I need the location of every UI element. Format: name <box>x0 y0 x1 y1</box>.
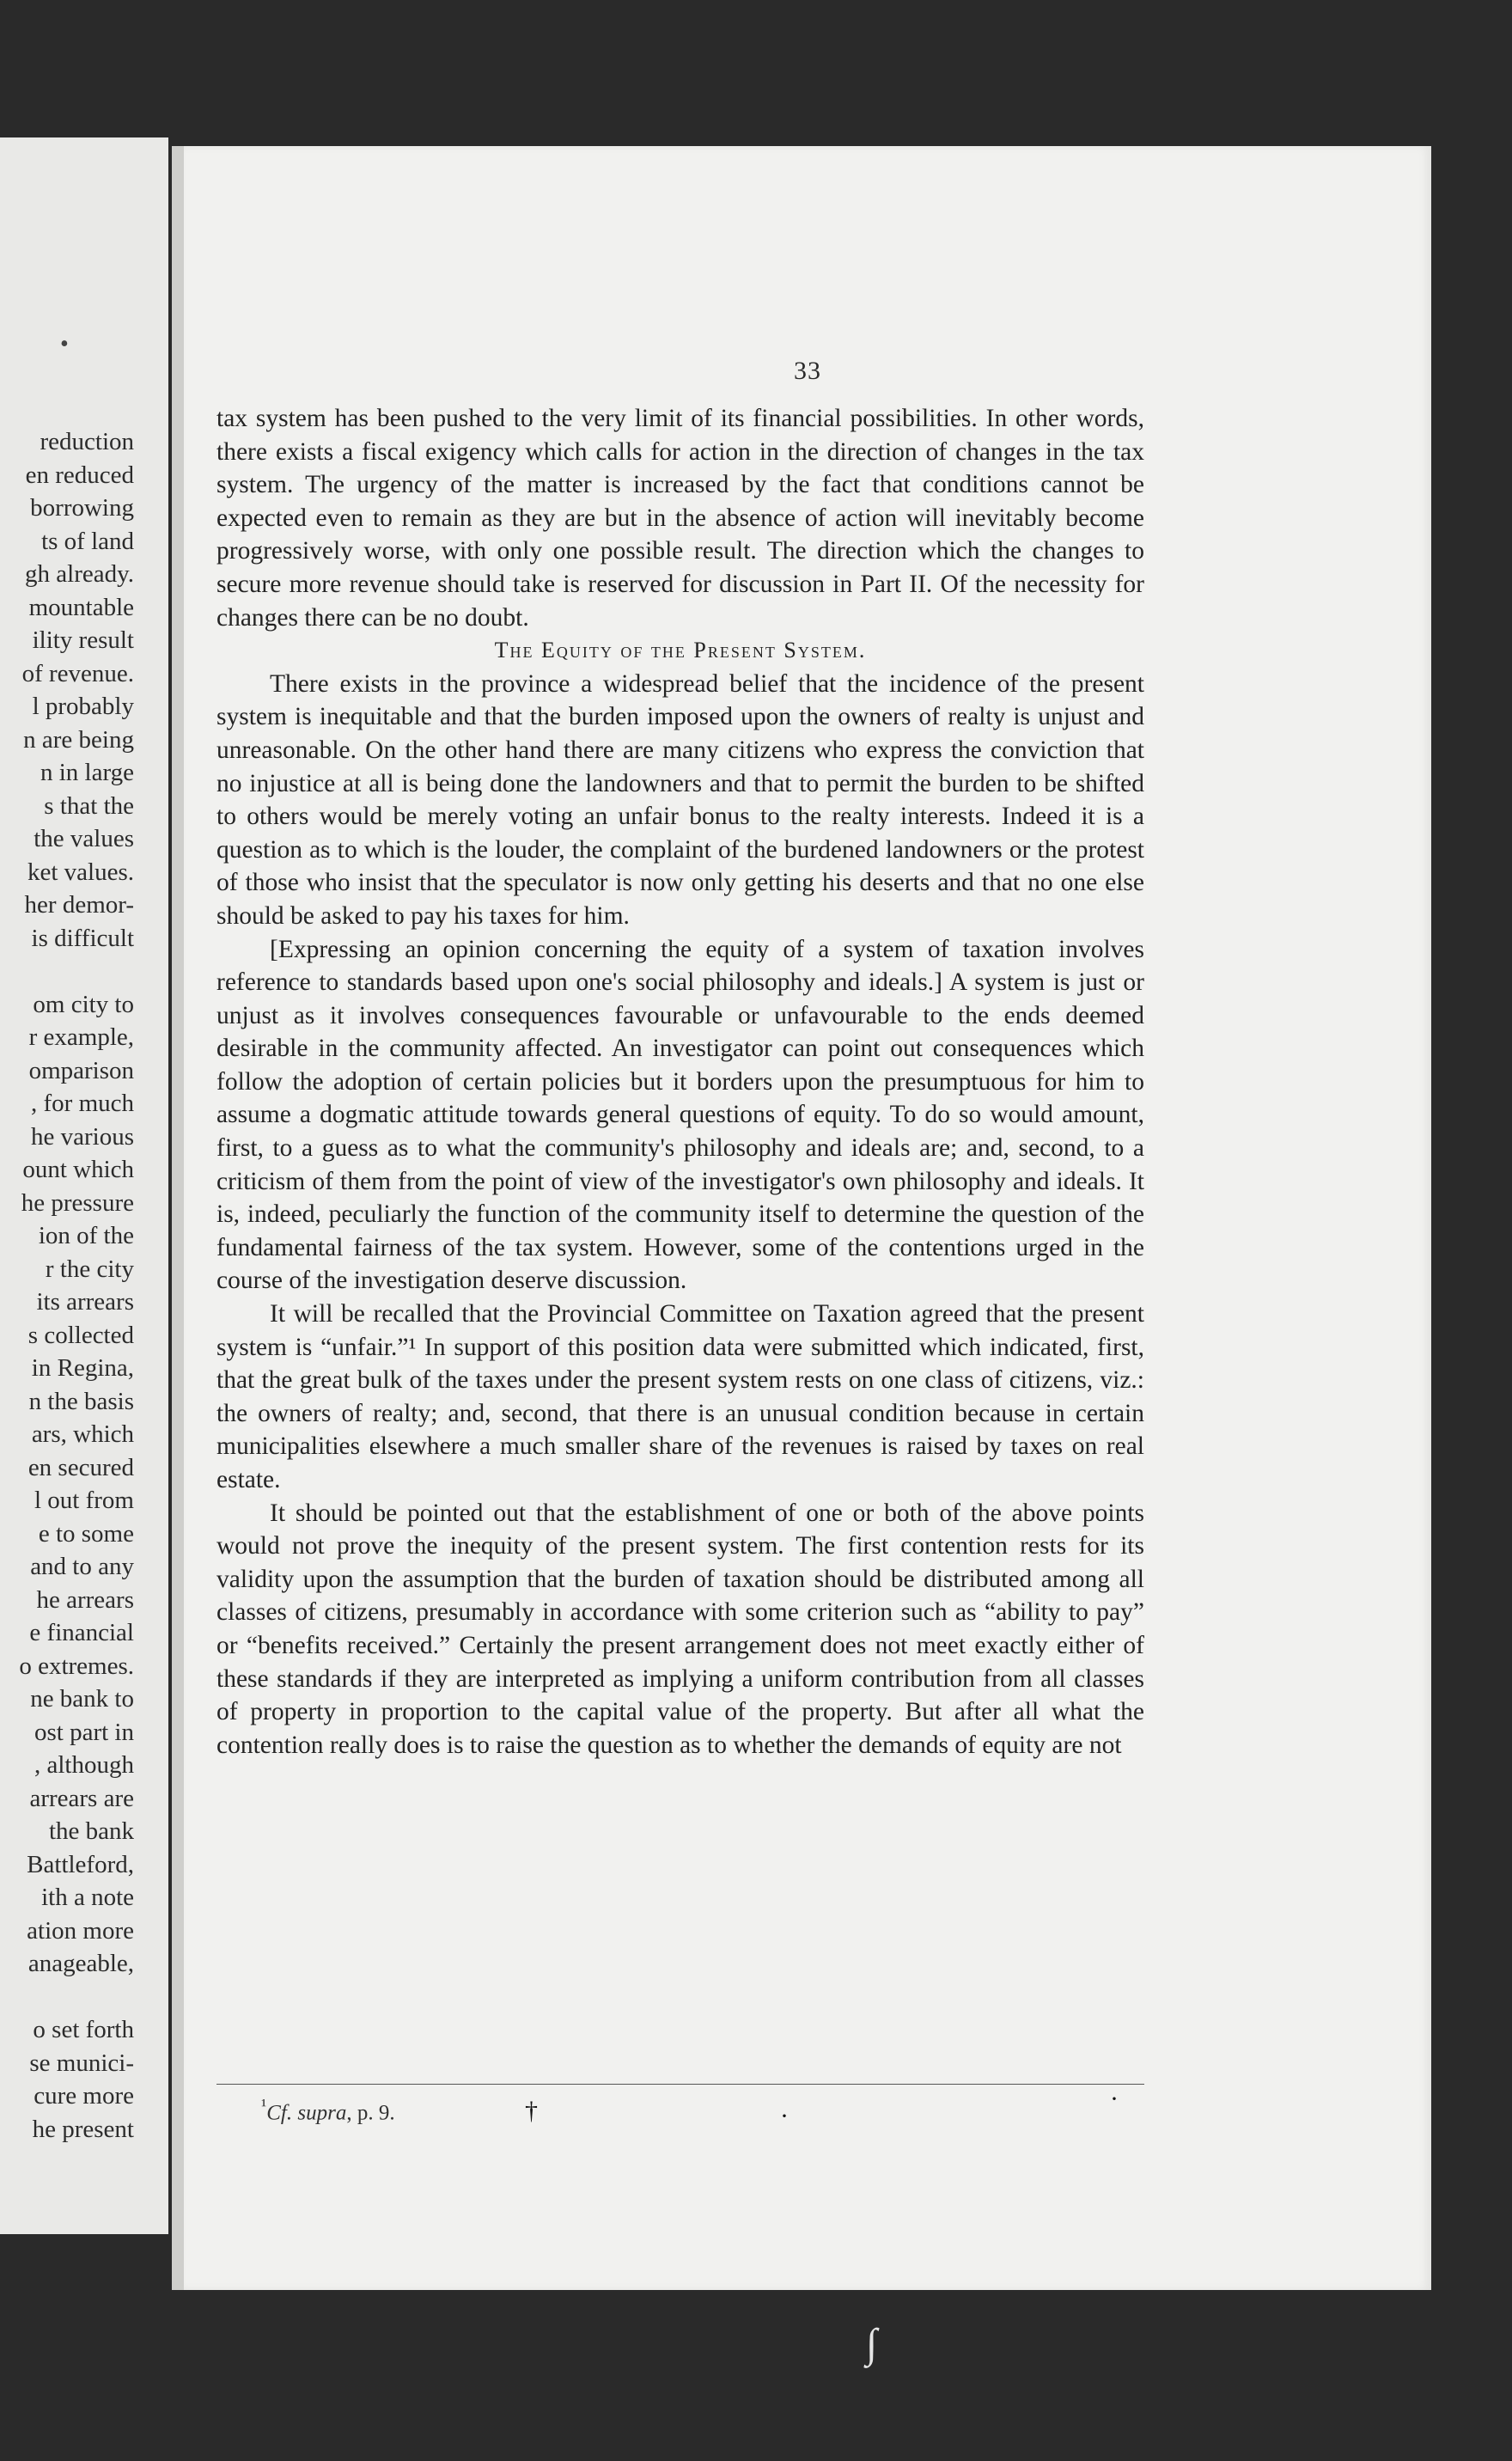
body-text <box>216 402 1144 1762</box>
left-page-line: in Regina, <box>31 1354 134 1382</box>
left-page-line: n in large <box>40 759 134 786</box>
left-page-line: e financial <box>29 1619 134 1646</box>
left-page-line: o set forth <box>33 2016 134 2043</box>
footnote <box>261 2095 395 2125</box>
left-page-line: ts of land <box>41 527 134 555</box>
left-page-line <box>0 1981 134 2014</box>
left-page-line: of revenue. <box>21 659 134 687</box>
left-page-line: , for much <box>31 1090 134 1117</box>
left-page-line <box>0 955 134 988</box>
left-page-line: he arrears <box>36 1585 134 1614</box>
page-number: 33 <box>794 357 821 385</box>
left-page-line: he pressure <box>21 1188 134 1217</box>
left-page-line: l probably <box>32 693 134 720</box>
left-page-line: ount which <box>22 1156 134 1183</box>
left-page-line: r example, <box>28 1023 134 1051</box>
left-page-line: mountable <box>28 593 134 621</box>
left-page-line: ation more <box>27 1916 134 1945</box>
scan-mark-dagger: † <box>525 2097 538 2125</box>
paragraph-establishment-points: It should be pointed out that the establishment of one or both of the above points would not prove the inequity of the present system. The first contention rests for its validity upon the assumption that the burden of taxation should be distributed among all classes of citizens, presumably in accordance with some criterion such as “ability to pay” or “benefits received.” Certainly the present arrangement does not meet exactly either of these standards if they are interpreted as implying a uniform contribution from all classes of property in proportion to the capital value of the property. But after all what the contention really does is to raise the question as to whether the demands of equity are not <box>216 1499 1144 1759</box>
paragraph-provincial-committee: It will be recalled that the Provincial Committee on Taxation agreed that the present system is “unfair.”¹ In support of this position data were submitted which indicated, first, that the great bulk of the taxes under the present system rests on one class of citizens, viz.: the owners of realty; and, second, that there is an unusual condition because in certain municipalities elsewhere a much smaller share of the revenues is raised by taxes on real estate. <box>216 1300 1144 1493</box>
left-page-line: s collected <box>27 1321 134 1349</box>
left-page-line: the bank <box>48 1817 134 1845</box>
left-page-line: gh already. <box>25 560 134 588</box>
document-page <box>184 146 1431 2290</box>
left-page-line: Battleford, <box>27 1850 134 1878</box>
scan-artifact-glyph: ∫ <box>866 2321 878 2366</box>
left-facing-page <box>0 137 168 2234</box>
left-page-line: s that the <box>44 791 134 820</box>
left-page-line: and to any <box>30 1553 134 1580</box>
left-page-line: is difficult <box>31 924 134 952</box>
left-page-line: arrears are <box>29 1784 134 1812</box>
left-page-line: ion of the <box>38 1222 134 1249</box>
paragraph-expressing-opinion: [Expressing an opinion concerning the equity of a system of taxation involves reference to standards based upon one's social philosophy and ideals.] A system is just or unjust as it involves consequences favourable or unfavourable to the ends deemed desirable in the community affected. An investigator can point out consequences which follow the adoption of certain policies but it borders upon the presumptuous for him to assume a dogmatic attitude towards general questions of equity. To do so would amount, first, to a guess as to what the community's philosophy and ideals are; and, second, to a criticism of them from the point of view of the investigator's own philosophy and ideals. It is, indeed, peculiarly the function of the community itself to determine the question of the fundamental fairness of the tax system. However, some of the contentions urged in the course of the investigation deserve discussion. <box>216 935 1144 1295</box>
left-page-line: n the basis <box>28 1387 134 1415</box>
left-page-line: l out from <box>34 1487 134 1514</box>
left-page-line: reduction <box>40 428 134 455</box>
left-page-line: r the city <box>45 1255 134 1283</box>
left-page-line: ility result <box>32 626 134 654</box>
left-page-line: se munici- <box>29 2049 134 2077</box>
paragraph-widespread-belief: There exists in the province a widespread belief that the incidence of the present system is inequitable and that the burden imposed upon the owners of realty is unjust and unreasonable. On the other hand there are many citizens who express the conviction that no injustice at all is being done the landowners and that to permit the burden to be shifted to others would be merely voting an unfair bonus to the realty interests. Indeed it is a question as to which is the louder, the complaint of the burdened landowners or the protest of those who insist that the speculator is now only getting his deserts and that no one else should be asked to pay his taxes for him. <box>216 669 1144 930</box>
footnote-marker: ¹ <box>261 2095 267 2116</box>
left-page-line: , although <box>34 1751 134 1779</box>
left-page-line: ith a note <box>41 1884 134 1911</box>
section-heading: The Equity of the Present System. <box>494 638 867 663</box>
left-page-line: ket values. <box>27 858 134 886</box>
left-page-line: her demor- <box>24 891 134 919</box>
left-page-line: ne bank to <box>30 1685 134 1713</box>
scan-mark-dot: · <box>780 2102 789 2130</box>
left-page-line: o extremes. <box>19 1652 134 1680</box>
left-page-line: its arrears <box>36 1288 134 1316</box>
left-page-line: he present <box>32 2115 134 2143</box>
left-page-line: en reduced <box>25 461 134 489</box>
left-page-mark: • <box>60 331 69 357</box>
left-page-line: anageable, <box>27 1950 134 1977</box>
left-page-text <box>0 425 134 2146</box>
footnote-cf: Cf. supra <box>266 2101 347 2125</box>
left-page-line: om city to <box>33 990 134 1018</box>
left-page-line: e to some <box>38 1519 134 1548</box>
left-page-line: borrowing <box>30 494 134 522</box>
left-page-line: ost part in <box>34 1718 134 1746</box>
left-page-line: the values <box>34 825 134 852</box>
left-page-line: he various <box>31 1122 134 1151</box>
scan-mark-dot-right: · <box>1110 2085 1119 2113</box>
left-page-line: omparison <box>28 1056 134 1084</box>
footnote-page-ref: , p. 9. <box>346 2101 395 2125</box>
left-page-line: en secured <box>27 1453 134 1481</box>
left-page-line: ars, which <box>31 1420 134 1448</box>
footnote-rule <box>216 2084 1144 2085</box>
left-page-line: cure more <box>34 2082 134 2110</box>
left-page-line: n are being <box>23 725 134 754</box>
paragraph-continued: tax system has been pushed to the very limit of its financial possibilities. In other words, there exists a fiscal exigency which calls for action in the direction of changes in the tax system. The urgency of the matter is increased by the fact that conditions cannot be expected even to remain as they are but in the absence of action will inevitably become progressively worse, with only one possible result. The direction which the changes to secure more revenue should take is reserved for discussion in Part II. Of the necessity for changes there can be no doubt. <box>216 405 1144 632</box>
